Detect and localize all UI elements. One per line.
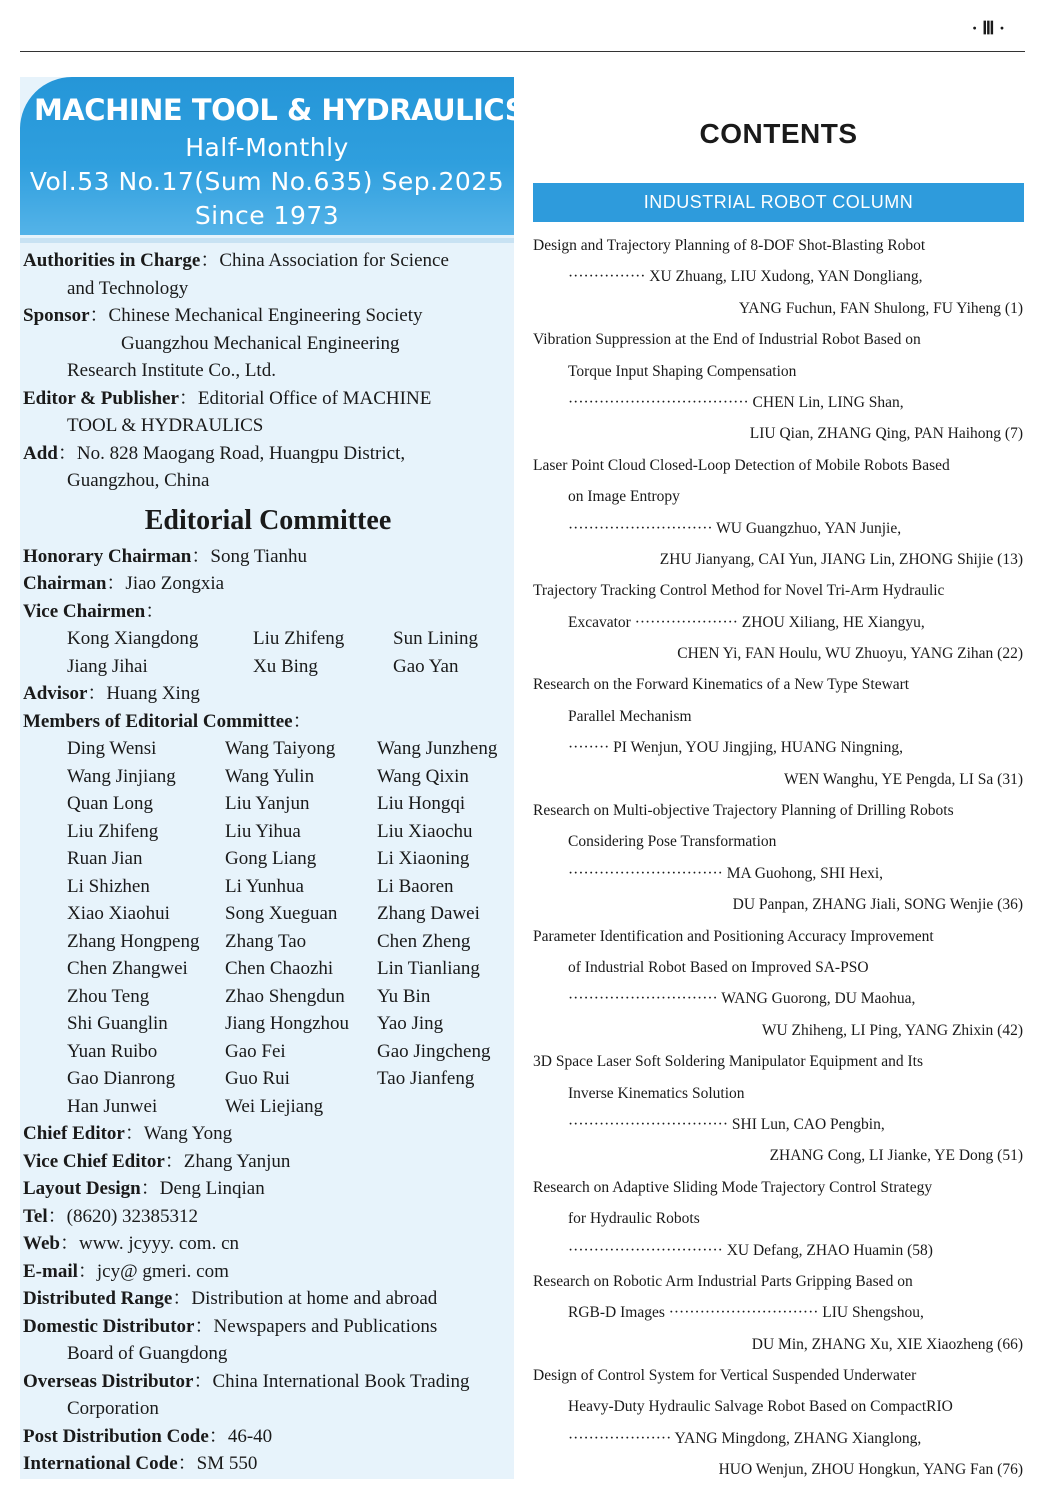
committee-member-name xyxy=(377,1093,527,1121)
sponsor-row: Sponsor：Chinese Mechanical Engineering Society xyxy=(23,305,423,326)
tel-row: Tel：(8620) 32385312 xyxy=(23,1205,199,1227)
committee-member-name: Zhang Dawei xyxy=(377,903,480,924)
article-continuation-line: ······························· SHI Lun, CAO Pengbin, xyxy=(568,1115,885,1133)
article-continuation-line: of Industrial Robot Based on Improved SA-PSO xyxy=(568,958,869,976)
article-title-line[interactable]: Research on the Forward Kinematics of a New Type Stewart xyxy=(533,676,910,694)
article-title-line[interactable]: Research on Adaptive Sliding Mode Trajectory Control Strategy xyxy=(533,1178,933,1196)
sponsor-continued-2: Research Institute Co., Ltd. xyxy=(67,360,276,381)
article-continuation-line: ···························· WU Guangzhuo, YAN Junjie, xyxy=(568,519,902,537)
committee-member-name: Li Xiaoning xyxy=(377,848,470,869)
vice-chief-editor-row: Vice Chief Editor：Zhang Yanjun xyxy=(23,1150,291,1172)
committee-member-name: Wang Jinjiang xyxy=(67,765,176,787)
committee-member-name: Wang Taiyong xyxy=(225,738,336,759)
overseas-distributor-continued: Corporation xyxy=(67,1398,159,1419)
committee-member-name: Wang Qixin xyxy=(377,765,469,787)
address-continued: Guangzhou, China xyxy=(67,470,210,491)
article-continuation-line: Parallel Mechanism xyxy=(568,707,692,725)
article-continuation-line: ······························ MA Guohong, SHI Hexi, xyxy=(568,864,884,882)
column-header: INDUSTRIAL ROBOT COLUMN xyxy=(533,183,1024,222)
article-continuation-line: for Hydraulic Robots xyxy=(568,1210,700,1228)
web-link[interactable]: www. jcyyy. com. cn xyxy=(78,1233,240,1254)
vice-chairmen-list xyxy=(23,625,513,680)
chairman-row: Chairman：Jiao Zongxia xyxy=(23,573,225,594)
advisor-row: Advisor：Huang Xing xyxy=(23,683,200,704)
committee-member-name: Zhou Teng xyxy=(67,985,150,1007)
article-title-line[interactable]: Design and Trajectory Planning of 8-DOF Shot-Blasting Robot xyxy=(533,237,926,254)
article-continuation-line: Considering Pose Transformation xyxy=(568,833,777,851)
vice-chairman-name: Sun Lining xyxy=(393,628,478,649)
editor-continued: TOOL & HYDRAULICS xyxy=(67,415,264,436)
article-authors-page-line: ZHU Jianyang, CAI Yun, JIANG Lin, ZHONG Shijie (13) xyxy=(659,550,1023,568)
article-authors-page-line: LIU Qian, ZHANG Qing, PAN Haihong (7) xyxy=(749,425,1023,443)
committee-member-name: Liu Yihua xyxy=(225,820,301,842)
banner-underline xyxy=(20,238,514,243)
article-title-line[interactable]: 3D Space Laser Soft Soldering Manipulator Equipment and Its xyxy=(533,1053,924,1071)
journal-banner xyxy=(20,77,534,235)
committee-member-name: Chen Chaozhi xyxy=(225,958,334,979)
article-continuation-line: ··············· XU Zhuang, LIU Xudong, YAN Dongliang, xyxy=(568,268,923,286)
authorities-continued: and Technology xyxy=(67,277,189,299)
domestic-distributor-continued: Board of Guangdong xyxy=(67,1343,228,1364)
page-number: · Ⅲ · xyxy=(971,18,1005,38)
article-authors-page-line: WEN Wanghu, YE Pengda, LI Sa (31) xyxy=(784,770,1023,788)
article-continuation-line: ····························· WANG Guorong, DU Maohua, xyxy=(568,990,916,1008)
committee-member-name: Liu Yanjun xyxy=(225,793,310,814)
committee-member-name: Zhang Hongpeng xyxy=(67,930,200,952)
article-authors-page-line: ZHANG Cong, LI Jianke, YE Dong (51) xyxy=(769,1147,1023,1165)
committee-member-name: Song Xueguan xyxy=(225,903,338,924)
journal-frequency: Half-Monthly xyxy=(185,133,349,162)
committee-member-name: Yao Jing xyxy=(377,1013,444,1034)
article-continuation-line: ···················· YANG Mingdong, ZHANG Xianglong, xyxy=(568,1429,922,1447)
article-title-line[interactable]: Design of Control System for Vertical Suspended Underwater xyxy=(533,1367,917,1385)
committee-member-name: Ding Wensi xyxy=(67,738,157,759)
vice-chairmen-row: Vice Chairmen： xyxy=(23,600,165,622)
article-authors-page-line: CHEN Yi, FAN Houlu, WU Zhuoyu, YANG Zihan (22) xyxy=(677,645,1023,663)
article-authors-page-line: YANG Fuchun, FAN Shulong, FU Yiheng (1) xyxy=(738,299,1023,317)
committee-member-name: Guo Rui xyxy=(225,1068,290,1089)
committee-member-name: Liu Zhifeng xyxy=(67,820,159,842)
article-title-line[interactable]: Research on Robotic Arm Industrial Parts Gripping Based on xyxy=(533,1272,913,1290)
vice-chairman-name: Xu Bing xyxy=(253,655,318,677)
journal-volume: Vol.53 No.17(Sum No.635) Sep.2025 xyxy=(29,167,505,196)
contents-title: CONTENTS xyxy=(699,118,858,149)
committee-member-name: Gao Dianrong xyxy=(67,1068,176,1089)
committee-member-name: Li Shizhen xyxy=(67,875,150,897)
masthead-info xyxy=(23,247,513,1478)
vice-chairman-name: Liu Zhifeng xyxy=(253,628,345,649)
members-row: Members of Editorial Committee： xyxy=(23,710,312,732)
committee-member-name: Li Baoren xyxy=(377,875,454,897)
vice-chairman-name: Kong Xiangdong xyxy=(67,628,199,649)
committee-member-name: Liu Xiaochu xyxy=(377,820,473,842)
committee-member-name: Liu Hongqi xyxy=(377,793,466,814)
committee-member-name: Han Junwei xyxy=(67,1095,158,1117)
committee-member-name: Gao Jingcheng xyxy=(377,1040,491,1062)
registered-mark: ® xyxy=(525,97,534,107)
article-continuation-line: ··································· CHEN Lin, LING Shan, xyxy=(568,393,904,411)
committee-member-name: Chen Zhangwei xyxy=(67,958,188,979)
article-title-line[interactable]: Parameter Identification and Positioning Accuracy Improvement xyxy=(533,927,934,945)
article-continuation-line: on Image Entropy xyxy=(568,488,680,506)
committee-member-name: Gong Liang xyxy=(225,848,317,869)
committee-member-name: Wang Yulin xyxy=(225,765,315,787)
committee-member-name: Shi Guanglin xyxy=(67,1013,168,1034)
article-continuation-line: Inverse Kinematics Solution xyxy=(568,1084,745,1102)
committee-member-name: Gao Fei xyxy=(225,1040,286,1062)
article-authors-page-line: DU Panpan, ZHANG Jiali, SONG Wenjie (36) xyxy=(732,896,1023,914)
overseas-distributor-row: Overseas Distributor：China International Book Trading xyxy=(23,1370,470,1392)
committee-member-name: Jiang Hongzhou xyxy=(225,1013,350,1034)
domestic-distributor-row: Domestic Distributor：Newspapers and Publications xyxy=(23,1315,438,1337)
chief-editor-row: Chief Editor：Wang Yong xyxy=(23,1123,233,1144)
committee-member-name: Xiao Xiaohui xyxy=(67,903,170,924)
article-authors-page-line: DU Min, ZHANG Xu, XIE Xiaozheng (66) xyxy=(751,1335,1023,1353)
committee-member-name: Quan Long xyxy=(67,793,154,814)
article-continuation-line: Heavy-Duty Hydraulic Salvage Robot Based on CompactRIO xyxy=(568,1398,953,1416)
honorary-chairman-row: Honorary Chairman：Song Tianhu xyxy=(23,545,307,567)
committee-member-name: Lin Tianliang xyxy=(377,958,480,979)
committee-member-name: Tao Jianfeng xyxy=(377,1068,475,1089)
committee-member-name: Wang Junzheng xyxy=(377,738,498,759)
web-row: Web：www. jcyyy. com. cn xyxy=(23,1233,240,1254)
masthead-panel xyxy=(20,77,534,1479)
committee-member-name: Ruan Jian xyxy=(67,848,143,869)
international-code-row: International Code：SM 550 xyxy=(23,1453,258,1474)
committee-member-name: Wei Liejiang xyxy=(225,1095,324,1117)
article-continuation-line: ········ PI Wenjun, YOU Jingjing, HUANG Ningning, xyxy=(568,739,903,757)
article-continuation-line: Torque Input Shaping Compensation xyxy=(568,362,797,380)
committee-member-name: Yu Bin xyxy=(377,985,431,1007)
post-code-row: Post Distribution Code：46-40 xyxy=(23,1425,273,1447)
address-row: Add：No. 828 Maogang Road, Huangpu District, xyxy=(23,442,406,464)
committee-member-name: Li Yunhua xyxy=(225,875,304,897)
email-row: E-mail：jcy@ gmeri. com xyxy=(23,1260,229,1282)
article-title-line[interactable]: Trajectory Tracking Control Method for Novel Tri-Arm Hydraulic xyxy=(533,582,945,600)
authorities-row: Authorities in Charge：China Association for Science xyxy=(23,250,449,271)
committee-member-name: Zhao Shengdun xyxy=(225,985,345,1007)
article-authors-page-line: WU Zhiheng, LI Ping, YANG Zhixin (42) xyxy=(761,1021,1023,1039)
article-title-line[interactable]: Research on Multi-objective Trajectory Planning of Drilling Robots xyxy=(533,802,954,820)
members-list xyxy=(23,735,513,1120)
committee-member-name: Yuan Ruibo xyxy=(67,1040,158,1062)
journal-title: MACHINE TOOL & HYDRAULICS® xyxy=(34,93,534,127)
vice-chairman-name: Jiang Jihai xyxy=(67,655,148,677)
vice-chairman-name: Gao Yan xyxy=(393,655,459,677)
committee-member-name: Zhang Tao xyxy=(225,930,307,952)
sponsor-continued: Guangzhou Mechanical Engineering xyxy=(121,332,400,354)
committee-member-name: Chen Zheng xyxy=(377,930,471,952)
article-authors-page-line: HUO Wenjun, ZHOU Hongkun, YANG Fan (76) xyxy=(718,1461,1023,1479)
journal-since: Since 1973 xyxy=(194,201,340,230)
editor-row: Editor & Publisher：Editorial Office of MACHINE xyxy=(23,387,432,409)
article-continuation-line: RGB-D Images ····························· LIU Shengshou, xyxy=(568,1304,924,1322)
header-rule xyxy=(20,51,1025,52)
article-continuation-line: ······························ XU Defang, ZHAO Huamin (58) xyxy=(568,1241,933,1259)
article-continuation-line: Excavator ···················· ZHOU Xiliang, HE Xiangyu, xyxy=(568,613,925,631)
committee-heading: Editorial Committee xyxy=(144,504,392,536)
article-title-line[interactable]: Laser Point Cloud Closed-Loop Detection of Mobile Robots Based xyxy=(533,456,950,474)
layout-design-row: Layout Design：Deng Linqian xyxy=(23,1178,265,1199)
distributed-range-row: Distributed Range：Distribution at home and abroad xyxy=(23,1288,438,1309)
article-title-line[interactable]: Vibration Suppression at the End of Industrial Robot Based on xyxy=(533,331,921,349)
table-of-contents xyxy=(533,230,1023,1486)
email-link[interactable]: jcy@ gmeri. com xyxy=(96,1260,229,1282)
